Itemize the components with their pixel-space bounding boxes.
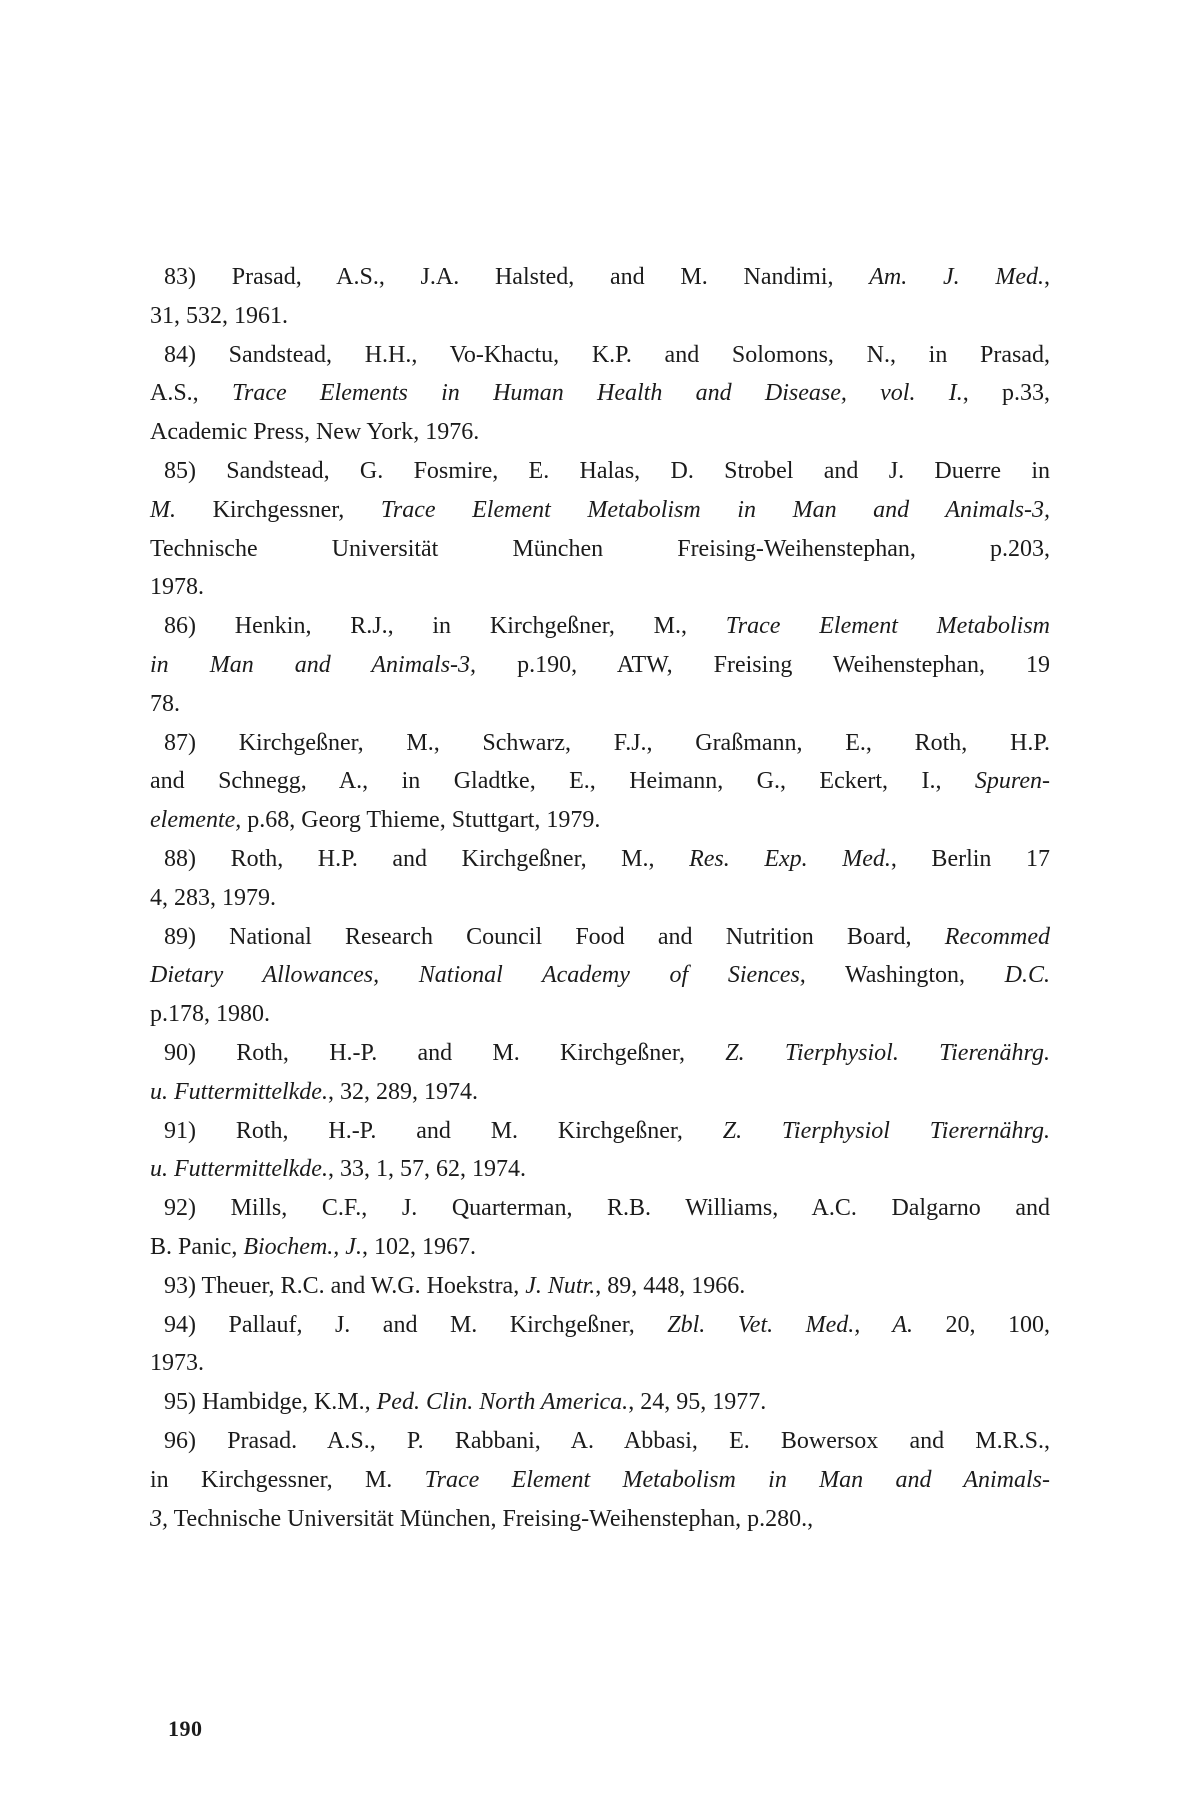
reference-text: , 24, 95, 1977. xyxy=(628,1389,767,1416)
reference-text: 87) Kirchgeßner, M., Schwarz, F.J., Graßmann, E., Roth, H.P. xyxy=(164,729,1050,756)
reference-entry xyxy=(150,1034,1050,1112)
reference-text: A.S., xyxy=(150,380,232,407)
reference-first-line xyxy=(150,452,1050,491)
reference-text: , 33, 1, 57, 62, 1974. xyxy=(327,1156,526,1183)
reference-italic-text: in Man and Animals-3, xyxy=(150,651,477,678)
reference-first-line xyxy=(150,336,1050,375)
reference-italic-text: Trace Element Metabolism in Man and Animals- xyxy=(424,1466,1050,1493)
reference-continuation-line xyxy=(150,646,1050,685)
reference-entry xyxy=(150,1422,1050,1538)
reference-italic-text: Trace Elements in Human Health and Disease, vol. I. xyxy=(231,380,963,407)
reference-entry xyxy=(150,724,1050,840)
reference-entry xyxy=(150,1306,1050,1384)
reference-italic-text: Z. Tierphysiol. Tierenährg. xyxy=(725,1039,1050,1066)
reference-continuation-line xyxy=(150,762,1050,801)
reference-text: 78. xyxy=(150,690,180,717)
reference-italic-text: Spuren- xyxy=(974,768,1050,795)
reference-first-line xyxy=(150,1112,1050,1151)
reference-first-line xyxy=(150,607,1050,646)
reference-text: , 89, 448, 1966. xyxy=(595,1272,746,1299)
reference-text: in Kirchgessner, M. xyxy=(150,1466,425,1493)
reference-text: 85) Sandstead, G. Fosmire, E. Halas, D. Strobel and J. Duerre in xyxy=(164,457,1050,484)
reference-continuation-line xyxy=(150,1073,1050,1112)
reference-first-line xyxy=(150,1034,1050,1073)
reference-italic-text: Dietary Allowances, National Academy of Siences, xyxy=(150,962,806,989)
reference-continuation-line xyxy=(150,1500,1050,1539)
reference-text: , p.33, xyxy=(962,380,1050,407)
reference-italic-text: Zbl. Vet. Med., A. xyxy=(667,1311,913,1338)
reference-continuation-line xyxy=(150,568,1050,607)
reference-text: 92) Mills, C.F., J. Quarterman, R.B. Williams, A.C. Dalgarno and xyxy=(164,1195,1050,1222)
reference-first-line xyxy=(150,1267,1050,1306)
reference-continuation-line xyxy=(150,879,1050,918)
reference-entry xyxy=(150,258,1050,336)
reference-continuation-line xyxy=(150,995,1050,1034)
reference-text: p.178, 1980. xyxy=(150,1001,270,1028)
reference-italic-text: Biochem., J. xyxy=(243,1233,362,1260)
reference-text: , 32, 289, 1974. xyxy=(327,1078,478,1105)
reference-text: 83) Prasad, A.S., J.A. Halsted, and M. Nandimi, xyxy=(164,264,870,290)
reference-italic-text: D.C. xyxy=(1004,962,1051,989)
reference-continuation-line xyxy=(150,685,1050,724)
reference-italic-text: Recommed xyxy=(944,923,1050,950)
reference-first-line xyxy=(150,1383,1050,1422)
reference-first-line xyxy=(150,1306,1050,1345)
reference-text: 95) Hambidge, K.M., xyxy=(164,1389,377,1416)
reference-text: , 102, 1967. xyxy=(361,1233,476,1260)
reference-text: 84) Sandstead, H.H., Vo-Khactu, K.P. and Solomons, N., in Prasad, xyxy=(164,341,1050,368)
reference-italic-text: Z. Tierphysiol Tierernährg. xyxy=(722,1117,1050,1144)
reference-text: , Berlin 17 xyxy=(890,845,1050,872)
reference-continuation-line xyxy=(150,1461,1050,1500)
reference-list xyxy=(150,258,1050,1538)
reference-text: Kirchgessner, xyxy=(176,496,381,523)
reference-italic-text: Am. J. Med. xyxy=(869,264,1045,290)
reference-text: 1978. xyxy=(150,574,204,601)
reference-text: 96) Prasad. A.S., P. Rabbani, A. Abbasi, E. Bowersox and M.R.S., xyxy=(164,1427,1050,1454)
reference-italic-text: M. xyxy=(150,496,176,523)
reference-entry xyxy=(150,1383,1050,1422)
reference-text: 90) Roth, H.-P. and M. Kirchgeßner, xyxy=(164,1039,726,1066)
reference-continuation-line xyxy=(150,1228,1050,1267)
reference-entry xyxy=(150,607,1050,723)
reference-entry xyxy=(150,1112,1050,1190)
reference-text: Academic Press, New York, 1976. xyxy=(150,419,480,446)
reference-text: 4, 283, 1979. xyxy=(150,884,276,911)
reference-first-line xyxy=(150,258,1050,297)
reference-continuation-line xyxy=(150,801,1050,840)
reference-italic-text: Res. Exp. Med. xyxy=(689,845,891,872)
reference-text: 1973. xyxy=(150,1350,204,1377)
reference-italic-text: J. Nutr. xyxy=(525,1272,596,1299)
reference-text: , xyxy=(1044,264,1051,290)
reference-first-line xyxy=(150,840,1050,879)
reference-continuation-line xyxy=(150,956,1050,995)
reference-text: and Schnegg, A., in Gladtke, E., Heimann, G., Eckert, I., xyxy=(150,768,975,795)
reference-continuation-line xyxy=(150,491,1050,530)
reference-text: 86) Henkin, R.J., in Kirchgeßner, M., xyxy=(164,613,726,640)
reference-entry xyxy=(150,1189,1050,1267)
reference-italic-text: 3, xyxy=(150,1505,168,1532)
reference-text: Technische Universität München, Freising-Weihenstephan, p.280., xyxy=(168,1505,814,1532)
reference-text: 20, 100, xyxy=(912,1311,1050,1338)
reference-italic-text: Trace Element Metabolism xyxy=(725,613,1050,640)
reference-text: 31, 532, 1961. xyxy=(150,302,288,329)
reference-first-line xyxy=(150,1422,1050,1461)
reference-italic-text: elemente, xyxy=(150,807,242,834)
reference-entry xyxy=(150,1267,1050,1306)
reference-entry xyxy=(150,840,1050,918)
reference-italic-text: u. Futtermittelkde. xyxy=(150,1156,328,1183)
reference-text: 94) Pallauf, J. and M. Kirchgeßner, xyxy=(164,1311,668,1338)
reference-first-line xyxy=(150,918,1050,957)
reference-continuation-line xyxy=(150,297,1050,336)
reference-entry xyxy=(150,336,1050,452)
reference-continuation-line xyxy=(150,374,1050,413)
reference-first-line xyxy=(150,1189,1050,1228)
reference-continuation-line xyxy=(150,1150,1050,1189)
reference-text: 93) Theuer, R.C. and W.G. Hoekstra, xyxy=(164,1272,526,1299)
reference-text: B. Panic, xyxy=(150,1233,244,1260)
reference-first-line xyxy=(150,724,1050,763)
reference-text: Washington, xyxy=(805,962,1005,989)
reference-text: 88) Roth, H.P. and Kirchgeßner, M., xyxy=(164,845,690,872)
reference-continuation-line xyxy=(150,1344,1050,1383)
reference-italic-text: Ped. Clin. North America. xyxy=(376,1389,629,1416)
reference-italic-text: u. Futtermittelkde. xyxy=(150,1078,328,1105)
reference-italic-text: Trace Element Metabolism in Man and Animals-3, xyxy=(380,496,1050,523)
reference-continuation-line xyxy=(150,413,1050,452)
reference-text: 89) National Research Council Food and Nutrition Board, xyxy=(164,923,945,950)
reference-text: p.68, Georg Thieme, Stuttgart, 1979. xyxy=(241,807,601,834)
reference-continuation-line xyxy=(150,530,1050,569)
reference-entry xyxy=(150,452,1050,607)
page-number: 190 xyxy=(168,1716,203,1741)
reference-text: 91) Roth, H.-P. and M. Kirchgeßner, xyxy=(164,1117,723,1144)
reference-text: Technische Universität München Freising-Weihenstephan, p.203, xyxy=(150,535,1050,562)
reference-text: p.190, ATW, Freising Weihenstephan, 19 xyxy=(476,651,1050,678)
reference-entry xyxy=(150,918,1050,1034)
